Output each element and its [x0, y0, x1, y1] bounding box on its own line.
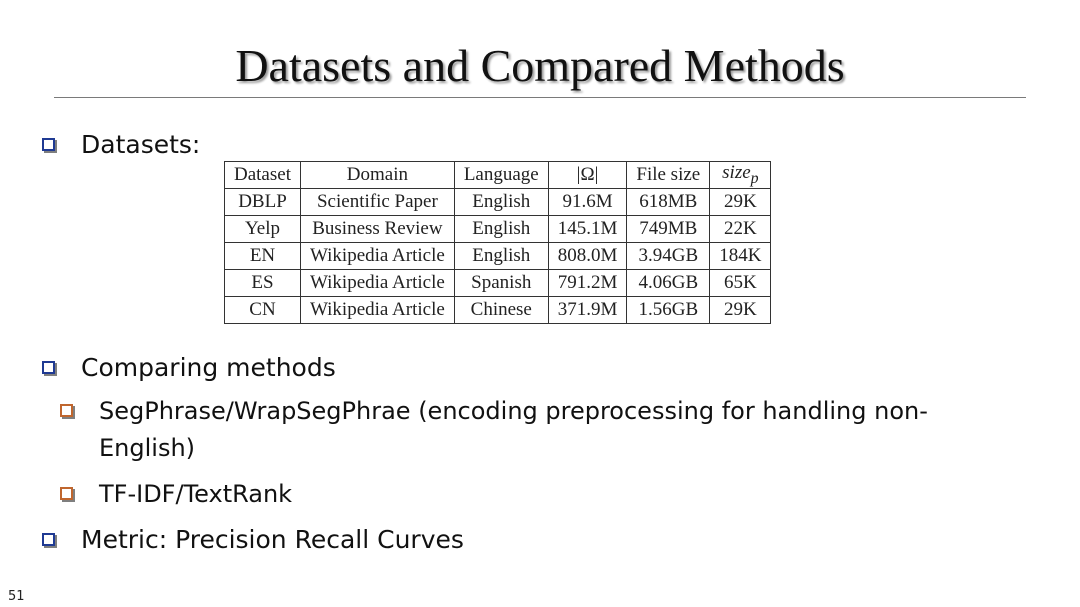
- table-cell: 618MB: [627, 189, 710, 216]
- table-cell: 184K: [710, 243, 771, 270]
- table-cell: English: [454, 216, 548, 243]
- table-cell: 791.2M: [548, 270, 627, 297]
- bullet-metric-text: Metric: Precision Recall Curves: [81, 525, 464, 554]
- table-cell: 29K: [710, 297, 771, 324]
- table-cell: English: [454, 243, 548, 270]
- bullet-datasets-text: Datasets:: [81, 130, 201, 159]
- table-cell: 22K: [710, 216, 771, 243]
- table-cell: 4.06GB: [627, 270, 710, 297]
- table-cell: ES: [225, 270, 301, 297]
- bullet-metric: [42, 523, 464, 557]
- table-row: [225, 189, 771, 216]
- table-cell: Wikipedia Article: [300, 270, 454, 297]
- table-cell: 1.56GB: [627, 297, 710, 324]
- bullet-comparing-methods: [42, 351, 336, 385]
- table-row: [225, 216, 771, 243]
- table-cell: CN: [225, 297, 301, 324]
- table-cell: 91.6M: [548, 189, 627, 216]
- table-cell: 145.1M: [548, 216, 627, 243]
- square-bullet-icon: [60, 404, 73, 417]
- table-cell: 749MB: [627, 216, 710, 243]
- header-dataset: Dataset: [225, 162, 301, 189]
- header-file-size: File size: [627, 162, 710, 189]
- header-language: Language: [454, 162, 548, 189]
- table-cell: 65K: [710, 270, 771, 297]
- table-row: [225, 297, 771, 324]
- bullet-datasets: [42, 128, 200, 162]
- table-cell: 3.94GB: [627, 243, 710, 270]
- sub-bullet-tfidf: [60, 476, 292, 513]
- table-cell: Scientific Paper: [300, 189, 454, 216]
- table-row: [225, 243, 771, 270]
- table-header-row: [225, 162, 771, 189]
- table-cell: Business Review: [300, 216, 454, 243]
- table-row: [225, 270, 771, 297]
- table-cell: 29K: [710, 189, 771, 216]
- table-cell: DBLP: [225, 189, 301, 216]
- title-divider: [54, 97, 1026, 98]
- bullet-comparing-text: Comparing methods: [81, 353, 336, 382]
- sub-bullet-tfidf-text: TF-IDF/TextRank: [99, 480, 293, 508]
- square-bullet-icon: [60, 487, 73, 500]
- datasets-table: [224, 161, 771, 324]
- sub-bullet-segphrase-text: SegPhrase/WrapSegPhrae (encoding preprocessing for handling non-English): [99, 397, 928, 462]
- sub-bullet-segphrase: [60, 393, 990, 467]
- table-cell: EN: [225, 243, 301, 270]
- table-cell: Wikipedia Article: [300, 243, 454, 270]
- table-cell: English: [454, 189, 548, 216]
- header-size-p: size$_p$: [710, 162, 771, 189]
- table-cell: Yelp: [225, 216, 301, 243]
- page-number: 51: [8, 589, 25, 604]
- header-domain: Domain: [300, 162, 454, 189]
- table-cell: Wikipedia Article: [300, 297, 454, 324]
- slide-title: Datasets and Compared Methods: [235, 40, 845, 91]
- table-cell: 808.0M: [548, 243, 627, 270]
- table-cell: Spanish: [454, 270, 548, 297]
- square-bullet-icon: [42, 533, 55, 546]
- square-bullet-icon: [42, 138, 55, 151]
- table-cell: Chinese: [454, 297, 548, 324]
- square-bullet-icon: [42, 361, 55, 374]
- table-cell: 371.9M: [548, 297, 627, 324]
- header-omega: |Ω|: [548, 162, 627, 189]
